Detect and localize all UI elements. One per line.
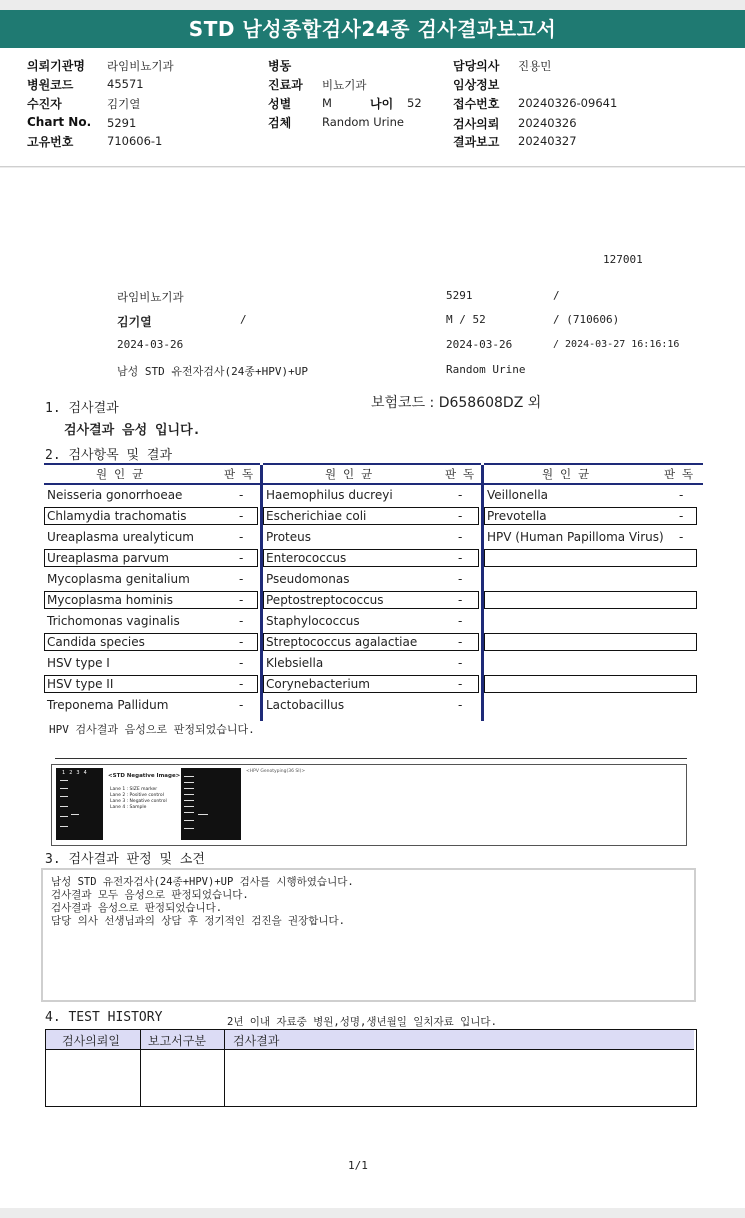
organism-result: - <box>679 530 684 544</box>
result-row <box>484 674 703 695</box>
result-row <box>484 548 703 569</box>
organism-result: - <box>458 488 463 502</box>
section1-title: 1. 검사결과 <box>45 401 119 416</box>
sheet-chart-no: 5291 <box>446 289 473 302</box>
label-patient: 수진자 <box>27 97 62 111</box>
value-specimen: Random Urine <box>322 115 404 129</box>
organism-result: - <box>458 572 463 586</box>
organism-name: Peptostreptococcus <box>266 593 384 607</box>
hpv-gel-caption: <HPV Genotyping(36 SI)> <box>246 769 306 774</box>
section4-title: 4. TEST HISTORY <box>45 1010 163 1025</box>
organism-name: Mycoplasma genitalium <box>47 572 190 586</box>
value-patient: 김기열 <box>107 97 141 111</box>
sheet-date-3: / 2024-03-27 16:16:16 <box>553 339 680 350</box>
header-panel <box>0 48 745 167</box>
std-gel-image <box>56 768 103 840</box>
result-row <box>263 548 481 569</box>
value-hospital-code: 45571 <box>107 77 144 91</box>
organism-name: Candida species <box>47 635 145 649</box>
sheet-slash: / <box>553 289 560 302</box>
result-row <box>44 527 260 548</box>
label-department: 진료과 <box>268 78 303 92</box>
value-doctor: 진용민 <box>518 59 552 73</box>
organism-result: - <box>239 488 244 502</box>
sheet-clinic: 라임비뇨기과 <box>117 290 184 304</box>
label-institution: 의뢰기관명 <box>27 59 85 73</box>
opinion-box <box>41 868 696 1002</box>
column-3-header: 원 인 균 판 독 <box>484 463 703 485</box>
hpv-note: HPV 검사결과 음성으로 판정되었습니다. <box>49 723 255 736</box>
result-row <box>44 695 260 716</box>
top-code: 127001 <box>603 253 643 266</box>
value-age: 52 <box>407 96 422 110</box>
organism-result: - <box>239 698 244 712</box>
result-row <box>263 695 481 716</box>
gel-lane-numbers: 1234 <box>62 770 91 776</box>
result-column-2 <box>263 463 481 716</box>
organism-result: - <box>239 572 244 586</box>
history-col-report-type: 보고서구분 <box>148 1034 206 1048</box>
organism-name: Pseudomonas <box>266 572 350 586</box>
organism-result: - <box>458 635 463 649</box>
sheet-date-1: 2024-03-26 <box>117 338 184 351</box>
organism-name: HPV (Human Papilloma Virus) <box>487 530 664 544</box>
value-chart-no: 5291 <box>107 116 137 130</box>
result-row <box>263 527 481 548</box>
history-note: 2년 이내 자료중 병원,성명,생년월일 일치자료 입니다. <box>227 1016 497 1028</box>
organism-name: Escherichiae coli <box>266 509 367 523</box>
result-row <box>44 506 260 527</box>
sheet-birth: / (710606) <box>553 313 620 326</box>
opinion-line: 담당 의사 선생님과의 상담 후 정기적인 검진을 권장합니다. <box>51 915 346 927</box>
row-box <box>484 675 697 693</box>
result-row <box>44 548 260 569</box>
result-column-1 <box>44 463 260 716</box>
result-row <box>44 569 260 590</box>
value-request-date: 20240326 <box>518 116 577 130</box>
report-title: STD 남성종합검사24종 검사결과보고서 <box>0 10 745 48</box>
sheet-date-2: 2024-03-26 <box>446 338 513 351</box>
value-department: 비뇨기과 <box>322 78 367 92</box>
result-row <box>484 527 703 548</box>
result-row <box>263 485 481 506</box>
value-institution: 라임비뇨기과 <box>107 59 174 73</box>
label-chart-no: Chart No. <box>27 115 92 129</box>
result-column-3 <box>484 463 703 716</box>
label-receipt-no: 접수번호 <box>453 97 500 111</box>
organism-name: Haemophilus ducreyi <box>266 488 393 502</box>
label-unique-no: 고유번호 <box>27 135 74 149</box>
report-sheet <box>0 168 745 1208</box>
organism-result: - <box>679 509 684 523</box>
organism-result: - <box>239 530 244 544</box>
organism-result: - <box>239 635 244 649</box>
organism-result: - <box>239 551 244 565</box>
label-clinical-info: 임상정보 <box>453 78 500 92</box>
organism-name: Klebsiella <box>266 656 324 670</box>
organism-name: Neisseria gonorrhoeae <box>47 488 183 502</box>
organism-name: Lactobacillus <box>266 698 345 712</box>
gel-caption-lines: Lane 1 : SIZE marker Lane 2 : Positive control Lane 3 : Negative control Lane 4 : Sample <box>110 787 167 810</box>
sheet-specimen: Random Urine <box>446 363 526 376</box>
sheet-sex-age: M / 52 <box>446 313 486 326</box>
result-row <box>484 569 703 590</box>
section1-result: 검사결과 음성 입니다. <box>64 423 201 438</box>
label-specimen: 검체 <box>268 116 292 130</box>
separator-line <box>55 758 687 759</box>
organism-name: Streptococcus agalactiae <box>266 635 418 649</box>
insurance-code: 보험코드 : D658608DZ 외 <box>371 395 542 411</box>
organism-name: HSV type I <box>47 656 110 670</box>
result-row <box>263 569 481 590</box>
gel-image-frame <box>51 764 687 846</box>
organism-result: - <box>239 614 244 628</box>
result-row <box>263 632 481 653</box>
value-report-date: 20240327 <box>518 134 577 148</box>
organism-name: Staphylococcus <box>266 614 360 628</box>
history-col-result: 검사결과 <box>233 1034 280 1048</box>
organism-result: - <box>458 656 463 670</box>
row-box <box>484 633 697 651</box>
result-row <box>44 674 260 695</box>
organism-result: - <box>458 677 463 691</box>
label-hospital-code: 병원코드 <box>27 78 74 92</box>
organism-name: Treponema Pallidum <box>47 698 169 712</box>
row-box <box>484 591 697 609</box>
organism-result: - <box>458 509 463 523</box>
organism-result: - <box>458 551 463 565</box>
value-unique-no: 710606-1 <box>107 134 163 148</box>
column-2-header: 원 인 균 판 독 <box>263 463 481 485</box>
section3-title: 3. 검사결과 판정 및 소견 <box>45 852 205 867</box>
result-row <box>263 611 481 632</box>
organism-name: Veillonella <box>487 488 549 502</box>
organism-result: - <box>239 509 244 523</box>
row-box <box>484 549 697 567</box>
organism-name: Ureaplasma urealyticum <box>47 530 194 544</box>
label-ward: 병동 <box>268 59 292 73</box>
history-col-date: 검사의뢰일 <box>62 1034 120 1048</box>
section2-title: 2. 검사항목 및 결과 <box>45 448 173 463</box>
result-row <box>263 674 481 695</box>
organism-result: - <box>458 593 463 607</box>
result-row <box>44 632 260 653</box>
label-age: 나이 <box>370 97 394 111</box>
result-row <box>263 590 481 611</box>
sheet-patient: 김기열 <box>117 315 152 329</box>
column-1-header: 원 인 균 판 독 <box>44 463 260 485</box>
gel-caption-title: <STD Negative Image> <box>108 773 181 779</box>
result-row <box>484 590 703 611</box>
result-row <box>484 611 703 632</box>
sheet-test-name: 남성 STD 유전자검사(24종+HPV)+UP <box>117 365 308 378</box>
result-row <box>263 653 481 674</box>
organism-name: Prevotella <box>487 509 547 523</box>
result-row <box>44 590 260 611</box>
label-request-date: 검사의뢰 <box>453 117 500 131</box>
hpv-gel-image <box>181 768 241 840</box>
organism-result: - <box>458 614 463 628</box>
opinion-line: 남성 STD 유전자검사(24종+HPV)+UP 검사를 시행하였습니다. <box>51 876 354 888</box>
value-sex: M <box>322 96 332 110</box>
organism-result: - <box>239 656 244 670</box>
result-row <box>44 653 260 674</box>
result-row <box>484 653 703 674</box>
label-report-date: 결과보고 <box>453 135 500 149</box>
result-row <box>44 611 260 632</box>
result-row <box>484 695 703 716</box>
organism-name: Mycoplasma hominis <box>47 593 173 607</box>
sheet-slash-2: / <box>240 313 247 326</box>
result-row <box>484 506 703 527</box>
organism-name: Proteus <box>266 530 311 544</box>
organism-name: Corynebacterium <box>266 677 370 691</box>
value-receipt-no: 20240326-09641 <box>518 96 618 110</box>
history-table-header <box>46 1030 694 1050</box>
organism-result: - <box>679 488 684 502</box>
organism-name: Chlamydia trachomatis <box>47 509 187 523</box>
history-table <box>45 1029 697 1107</box>
result-row <box>484 632 703 653</box>
organism-name: Trichomonas vaginalis <box>47 614 180 628</box>
page-number: 1/1 <box>348 1159 368 1172</box>
opinion-line: 검사결과 음성으로 판정되었습니다. <box>51 902 223 914</box>
label-doctor: 담당의사 <box>453 59 500 73</box>
result-row <box>484 485 703 506</box>
result-row <box>44 485 260 506</box>
organism-name: Enterococcus <box>266 551 347 565</box>
organism-name: HSV type II <box>47 677 114 691</box>
opinion-line: 검사결과 모두 음성으로 판정되었습니다. <box>51 889 249 901</box>
organism-result: - <box>239 593 244 607</box>
organism-result: - <box>458 698 463 712</box>
organism-result: - <box>458 530 463 544</box>
organism-result: - <box>239 677 244 691</box>
result-row <box>263 506 481 527</box>
label-sex: 성별 <box>268 97 292 111</box>
organism-name: Ureaplasma parvum <box>47 551 169 565</box>
